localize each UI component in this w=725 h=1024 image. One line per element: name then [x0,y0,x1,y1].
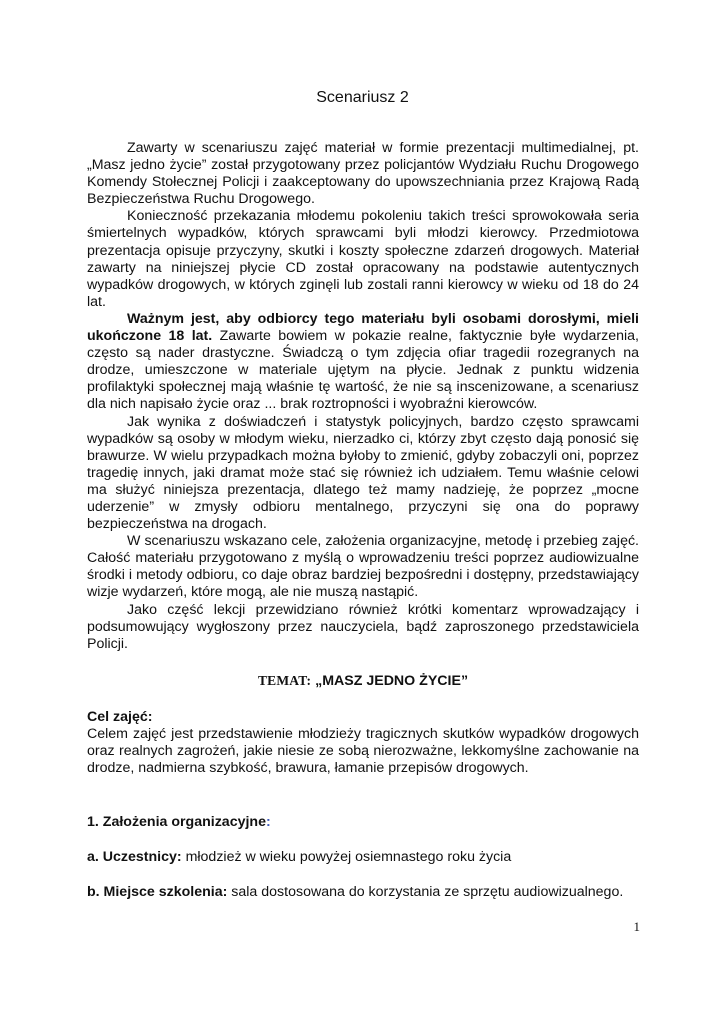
paragraph-text: Zawarte bowiem w pokazie realne, faktycznie byłe wydarzenia, często są nader drastyczne. Świadczą o tym zdjęcia ofiar tragedii rozegranych na drodze, umieszczone w materiale ujętym na płycie. Jednak z punktu widzenia profilaktyki społecznej mają właśnie tę wartość, że nie są inscenizowane, a scenariusz dla nich napisało życie oraz ... brak roztropności i wyobraźni kierowców. [87,328,639,413]
paragraph-text: W scenariuszu wskazano cele, założenia organizacyjne, metodę i przebieg zajęć. Całość materiału przygotowano z myślą o wprowadzeniu treści poprzez audiowizualne środki i metody odbioru, co daje obraz bardziej bezpośredni i dostępny, przedstawiający wizje wydarzeń, które mogą, ale nie muszą nastąpić. [87,533,639,601]
section-heading-text: 1. Założenia organizacyjne [87,814,266,831]
intro-paragraph-2 [87,208,639,311]
intro-paragraph-6 [87,602,639,653]
document-title: Scenariusz 2 [316,89,409,106]
intro-paragraph-1 [87,140,639,208]
intro-paragraph-4 [87,414,639,534]
participants-item [87,849,639,866]
paragraph-text: Konieczność przekazania młodemu pokoleniu takich treści sprowokowała seria śmiertelnych wypadków, których sprawcami byli młodzi kierowcy. Przedmiotowa prezentacja opisuje przyczyny, skutki i koszty społeczne zdarzeń drogowych. Materiał zawarty na niniejszej płycie CD został opracowany na podstawie autentycznych wypadków drogowych, w których zginęli lub zostali ranni kierowcy w wieku od 18 do 24 lat. [87,208,639,310]
section-heading-colon: : [265,814,271,831]
lesson-topic [87,672,639,690]
goal-heading: Cel zajęć: [87,708,153,725]
topic-value: „MASZ JEDNO ŻYCIE” [315,672,469,689]
page-number: 1 [633,919,640,934]
goal-text: Celem zajęć jest przedstawienie młodzieży tragicznych skutków wypadków drogowych oraz realnych zagrożeń, jakie niesie ze sobą nierozważne, lekkomyślne zachowanie na drodze, nadmierna szybkość, brawura, łamanie przepisów drogowych. [87,725,639,777]
participants-label: a. Uczestnicy: [87,849,182,866]
training-location-item [87,884,639,901]
paragraph-text: Jako część lekcji przewidziano również krótki komentarz wprowadzający i podsumowujący wygłoszony przez nauczyciela, bądź zaproszonego przedstawiciela Policji. [87,601,639,652]
intro-paragraph-3 [87,311,639,414]
age-warning-text: Ważnym jest, aby odbiorcy tego materiału byli osobami dorosłymi, mieli ukończone 18 lat. [87,310,639,345]
topic-prefix: TEMAT: [257,672,312,688]
paragraph-text: Zawarty w scenariuszu zajęć materiał w formie prezentacji multimedialnej, pt. „Masz jedno życie” został przygotowany przez policjantów Wydziału Ruchu Drogowego Komendy Stołecznej Policji i zaakceptowany do upowszechniania przez Krajową Radą Bezpieczeństwa Ruchu Drogowego. [87,140,639,208]
section-heading [87,814,639,831]
paragraph-text: Jak wynika z doświadczeń i statystyk policyjnych, bardzo często sprawcami wypadków są osoby w młodym wieku, nierzadko ci, którzy zbyt często dają ponosić się brawurze. W wielu przypadkach można byłoby to zmienić, gdyby zobaczyli oni, poprzez tragedię innych, jaki dramat może stać się również ich udziałem. Temu właśnie celowi ma służyć niniejsza prezentacja, dlatego też mamy nadzieję, że poprzez „mocne uderzenie” w zmysły odbioru mentalnego, przyczyni się ona do poprawy bezpieczeństwa na drogach. [87,413,639,533]
intro-paragraph-5 [87,533,639,601]
training-location-label: b. Miejsce szkolenia: [87,884,228,901]
participants-text: młodzież w wieku powyżej osiemnastego roku życia [181,849,512,866]
training-location-text: sala dostosowana do korzystania ze sprzętu audiowizualnego. [227,884,624,901]
document-body [87,140,639,901]
